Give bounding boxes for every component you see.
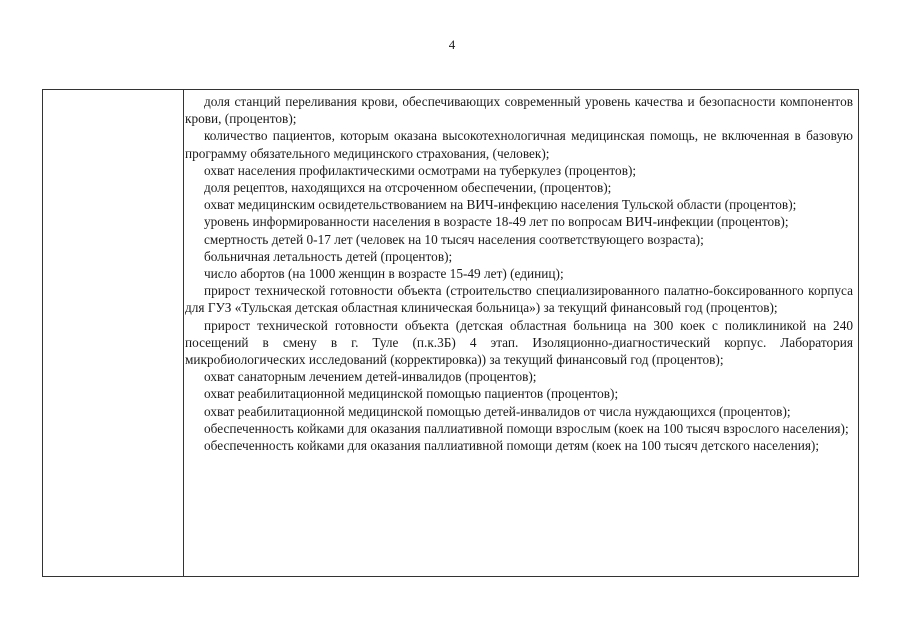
indicator-item: прирост технической готовности объекта (строительство специализированного палатно-боксированного корпуса для ГУЗ «Тульская детская областная клиническая больница») за текущий финансовый год (процентов); (185, 283, 853, 316)
indicator-table (42, 89, 859, 577)
indicator-item: охват медицинским освидетельствованием на ВИЧ-инфекцию населения Тульской области (процентов); (204, 197, 797, 213)
table-left-column (43, 90, 184, 576)
indicator-item: доля рецептов, находящихся на отсроченном обеспечении, (процентов); (204, 180, 612, 196)
indicator-item: доля станций переливания крови, обеспечивающих современный уровень качества и безопасности компонентов крови, (процентов); (185, 94, 853, 127)
indicator-item: уровень информированности населения в возрасте 18-49 лет по вопросам ВИЧ-инфекции (процентов); (204, 214, 789, 230)
indicator-item: обеспеченность койками для оказания паллиативной помощи взрослым (коек на 100 тысяч взрослого населения); (204, 420, 849, 436)
table-right-column (185, 93, 853, 454)
indicator-item: прирост технической готовности объекта (детская областная больница на 300 коек с поликлиникой на 240 посещений в смену в г. Туле (п.к.3Б) 4 этап. Изоляционно-диагностический корпус. Лаборатория микробиологических исследований (корректировка)) за текущий финансовый год (процентов); (185, 317, 853, 368)
indicator-item: охват санаторным лечением детей-инвалидов (процентов); (204, 369, 537, 385)
indicator-item: охват реабилитационной медицинской помощью пациентов (процентов); (204, 386, 619, 402)
indicator-item: количество пациентов, которым оказана высокотехнологичная медицинская помощь, не включенная в базовую программу обязательного медицинского страхования, (человек); (185, 128, 853, 161)
indicator-item: больничная летальность детей (процентов); (204, 248, 453, 264)
indicator-item: смертность детей 0-17 лет (человек на 10 тысяч населения соответствующего возраста); (204, 231, 704, 247)
indicator-item: число абортов (на 1000 женщин в возрасте 15-49 лет) (единиц); (204, 266, 564, 282)
indicator-item: обеспеченность койками для оказания паллиативной помощи детям (коек на 100 тысяч детского населения); (204, 438, 820, 454)
page-number: 4 (448, 37, 456, 52)
indicator-item: охват реабилитационной медицинской помощью детей-инвалидов от числа нуждающихся (процентов); (204, 403, 791, 419)
indicator-item: охват населения профилактическими осмотрами на туберкулез (процентов); (204, 162, 637, 178)
